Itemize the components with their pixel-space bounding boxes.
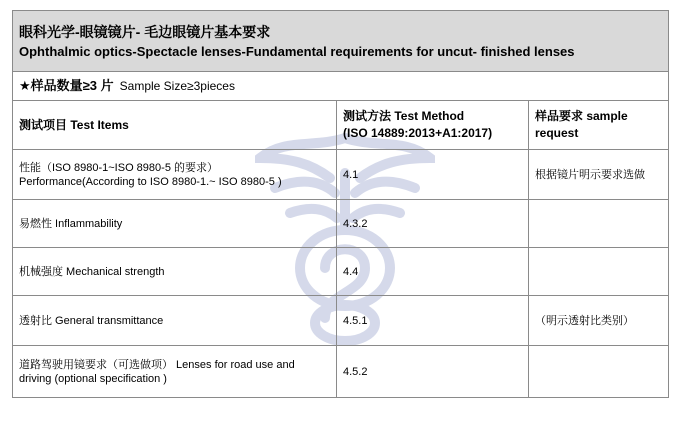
title-en: Ophthalmic optics-Spectacle lenses-Fundamental requirements for uncut- finished lenses [19,44,575,59]
sample-row [13,72,669,101]
header-test-items [13,101,337,150]
test-method-cell: 4.4 [337,248,529,296]
table-row [13,346,669,398]
requirement-cell [529,248,669,296]
header-row [13,101,669,150]
test-item-line2: driving (optional specification ) [19,372,167,385]
test-item-cell [13,150,337,200]
requirement-cell [529,200,669,248]
test-method-cell: 4.5.1 [337,296,529,346]
sample-size-en: Sample Size≥3pieces [119,78,235,93]
table-row [13,296,669,346]
test-method-cell: 4.3.2 [337,200,529,248]
header-sample-request-line1: 样品要求 sample [535,109,628,123]
test-item-cell [13,296,337,346]
title-row [13,11,669,72]
title-zh: 眼科光学-眼镜镜片- 毛边眼镜片基本要求 [19,24,271,40]
header-test-method-standard: (ISO 14889:2013+A1:2017) [343,126,493,140]
test-item-cell [13,346,337,398]
requirements-table [12,10,669,398]
requirement-cell [529,346,669,398]
header-test-items-label: 测试项目 Test Items [19,117,129,132]
title-cell [13,11,669,72]
table-row [13,150,669,200]
test-item-line2: Performance(According to ISO 8980-1.~ ISO 8980-5 ) [19,175,282,188]
test-method-cell: 4.1 [337,150,529,200]
requirement-cell: 根据镜片明示要求选做 [529,150,669,200]
header-test-method [337,101,529,150]
sample-size-zh: 样品数量≥3 片 [30,77,114,93]
test-item-cell [13,200,337,248]
test-item-line1: 道路驾驶用镜要求（可选做项） Lenses for road use and [19,358,295,371]
test-item-line1: 机械强度 Mechanical strength [19,265,165,278]
test-item-line1: 透射比 General transmittance [19,314,164,327]
header-sample-request-line2: request [535,126,579,140]
table-row [13,248,669,296]
star-icon: ★ [19,77,31,93]
sample-cell [13,72,669,101]
requirement-cell: （明示透射比类别） [529,296,669,346]
test-method-cell: 4.5.2 [337,346,529,398]
table-row [13,200,669,248]
test-item-cell [13,248,337,296]
test-item-line1: 易燃性 Inflammability [19,217,123,230]
header-test-method-label: 测试方法 Test Method [343,109,465,123]
test-item-line1: 性能（ISO 8980-1~ISO 8980-5 的要求） [19,161,218,174]
header-sample-request [529,101,669,150]
